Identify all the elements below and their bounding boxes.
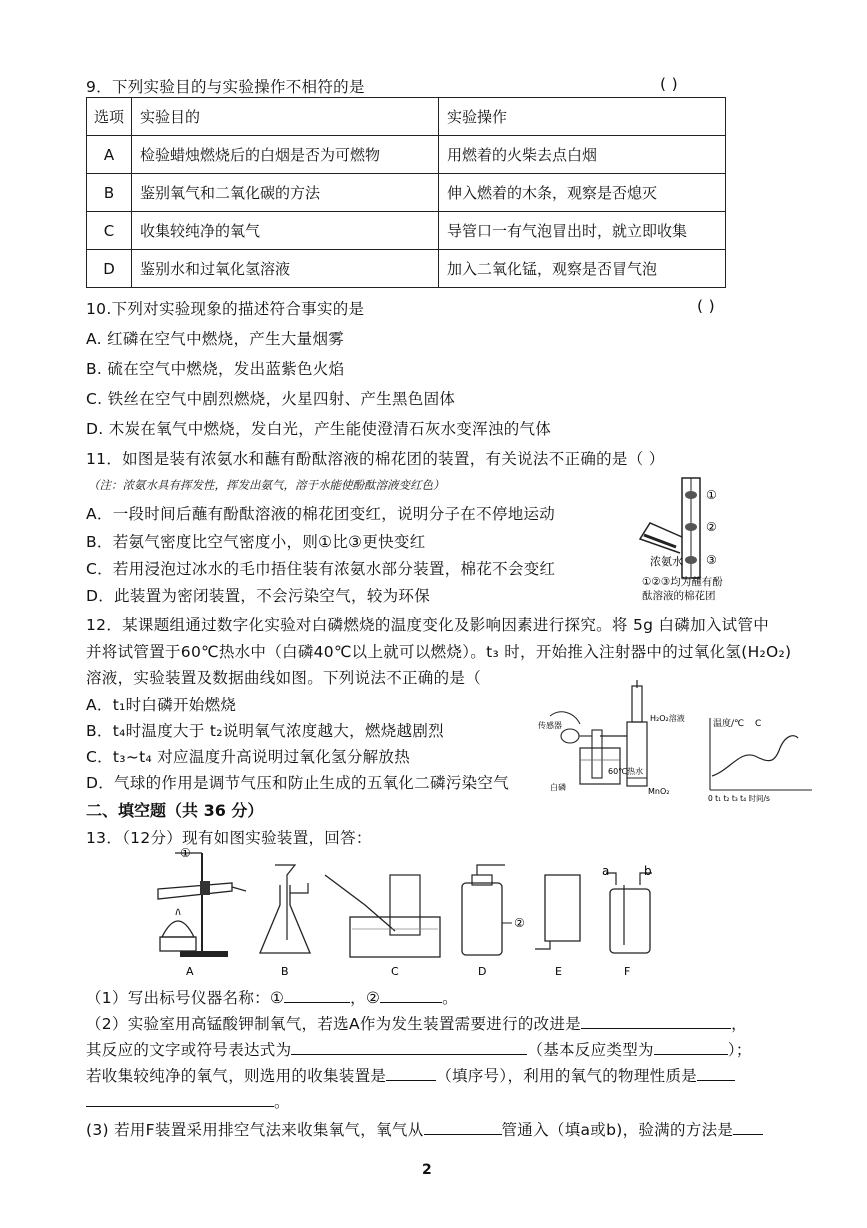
q12-line-3: 溶液，实验装置及数据曲线如图。下列说法不正确的是（ [86,669,482,687]
q12-option-d: D．气球的作用是调节气压和防止生成的五氧化二磷污染空气 [86,774,510,792]
q12-line-1: 12．某课题组通过数字化实验对白磷燃烧的温度变化及影响因素进行探究。将 5g 白磷加入试管中 [86,616,770,634]
hot-water-label: 60℃热水 [608,767,644,776]
q13-part-1-text: （1）写出标号仪器名称：① [86,989,285,1007]
q13-part-5 [86,1090,290,1112]
row-operation: 用燃着的火柴去点白烟 [439,136,726,174]
answer-blank-3[interactable] [581,1014,731,1029]
q13-apparatus-figure [140,845,680,980]
page-number: 2 [422,1162,432,1178]
table-row [87,174,726,212]
answer-blank-10[interactable] [733,1120,763,1135]
q11-stem: 11．如图是装有浓氨水和蘸有酚酞溶液的棉花团的装置，有关说法不正确的是（ ） [86,450,665,468]
row-operation: 伸入燃着的木条，观察是否熄灭 [439,174,726,212]
q12-option-b: B．t₄时温度大于 t₂说明氧气浓度越大，燃烧越剧烈 [86,722,444,740]
header-option: 选项 [87,98,132,136]
row-purpose: 鉴别氧气和二氧化碳的方法 [132,174,439,212]
header-purpose: 实验目的 [132,98,439,136]
q10-stem: 10.下列对实验现象的描述符合事实的是 [86,300,365,318]
row-purpose: 鉴别水和过氧化氢溶液 [132,250,439,288]
q9-table [86,97,726,288]
answer-blank-8[interactable] [86,1092,274,1107]
port-a-label: a [602,864,610,878]
ammonia-label: 浓氨水 [650,555,683,568]
q13-part-6 [86,1118,763,1140]
q11-option-b: B．若氨气密度比空气密度小，则①比③更快变红 [86,533,426,551]
row-purpose: 收集较纯净的氧气 [132,212,439,250]
label-e: E [555,965,562,978]
label-c: C [391,965,399,978]
q13-part-4-text-2: （填序号），利用的氧气的物理性质是 [436,1067,698,1085]
table-row [87,136,726,174]
q13-part-6-text-2: 管通入（填a或b)，验满的方法是 [501,1121,734,1139]
figure-caption-1: ①②③均为蘸有酚 [642,576,723,588]
label-f: F [624,965,631,978]
apparatus-b [260,865,310,953]
q13-part-2 [86,1012,747,1034]
table-row [87,250,726,288]
section-2-heading: 二、填空题（共 36 分） [86,801,264,820]
q9-stem: 9．下列实验目的与实验操作不相符的是 [86,78,365,96]
row-key: B [87,174,132,212]
mark-1: ① [706,488,717,502]
q9-answer-paren: ( ) [660,75,678,93]
apparatus-d [462,865,525,955]
answer-blank-7[interactable] [697,1066,735,1081]
q11-option-d: D．此装置为密闭装置，不会污染空气，较为环保 [86,587,431,605]
q13-part-1 [86,986,458,1008]
answer-blank-2[interactable] [380,988,442,1003]
answer-blank-6[interactable] [386,1066,436,1081]
h2o2-label: H₂O₂溶液 [650,714,685,723]
apparatus-f [602,864,652,953]
answer-blank-9[interactable] [424,1120,502,1135]
header-operation: 实验操作 [439,98,726,136]
mark-2-label: ② [514,916,525,930]
row-key: A [87,136,132,174]
q10-option-c: C. 铁丝在空气中剧烈燃烧，火星四射、产生黑色固体 [86,390,456,408]
q13-part-6-text: (3) 若用F装置采用排空气法来收集氧气，氧气从 [86,1121,424,1139]
white-p-label: 白磷 [550,783,566,792]
graph-c-label: C [755,719,762,729]
q13-part-3-end: ）； [727,1041,752,1059]
row-operation: 导管口一有气泡冒出时，就立即收集 [439,212,726,250]
mark-2: ② [706,520,717,534]
q13-part-1-end: 。 [442,989,458,1007]
q12-option-c: C．t₃~t₄ 对应温度升高说明过氧化氢分解放热 [86,748,411,766]
row-purpose: 检验蜡烛燃烧后的白烟是否为可燃物 [132,136,439,174]
row-key: C [87,212,132,250]
graph-y-label: 温度/℃ [713,719,745,729]
row-key: D [87,250,132,288]
q11-option-c: C．若用浸泡过冰水的毛巾捂住装有浓氨水部分装置，棉花不会变红 [86,560,556,578]
q13-part-2-end: ， [731,1015,747,1033]
q12-option-a: A．t₁时白磷开始燃烧 [86,696,237,714]
q13-part-5-end: 。 [274,1093,290,1111]
mark-3: ③ [706,553,717,567]
q11-ammonia-apparatus-figure [620,475,770,615]
q11-option-a: A．一段时间后蘸有酚酞溶液的棉花团变红，说明分子在不停地运动 [86,505,556,523]
q13-part-3-text-2: （基本反应类型为 [527,1041,654,1059]
table-header-row [87,98,726,136]
apparatus-c [325,875,440,957]
q10-option-b: B. 硫在空气中燃烧，发出蓝紫色火焰 [86,360,345,378]
q12-phosphorus-apparatus-figure [530,678,820,802]
q13-stem: 13．（12分）现有如图实验装置，回答： [86,829,372,847]
answer-blank-1[interactable] [284,988,350,1003]
q13-part-2-text: （2）实验室用高锰酸钾制氧气，若选A作为发生装置需要进行的改进是 [86,1015,582,1033]
mark-1-label: ① [180,846,191,860]
q13-part-3-text: 其反应的文字或符号表达式为 [86,1041,292,1059]
table-row [87,212,726,250]
label-a: A [186,965,194,978]
graph-x-label: 0 t₁ t₂ t₃ t₄ 时间/s [708,794,770,802]
figure-caption-2: 酞溶液的棉花团 [642,590,716,602]
label-b: B [281,965,289,978]
q10-option-a: A. 红磷在空气中燃烧，产生大量烟雾 [86,330,345,348]
q13-part-3 [86,1038,752,1060]
row-operation: 加入二氧化锰，观察是否冒气泡 [439,250,726,288]
q12-line-2: 并将试管置于60℃热水中（白磷40℃以上就可以燃烧）。t₃ 时，开始推入注射器中的过氧化氢(H₂O₂) [86,643,792,661]
sensor-label: 传感器 [538,721,562,730]
mno2-label: MnO₂ [648,787,670,796]
q10-answer-paren: ( ) [697,297,715,315]
q10-option-d: D. 木炭在氧气中燃烧，发白光，产生能使澄清石灰水变浑浊的气体 [86,420,552,438]
apparatus-e [535,875,580,949]
label-d: D [478,965,487,978]
answer-blank-4[interactable] [291,1040,527,1055]
q13-part-1-text-2: ，② [350,989,381,1007]
q13-part-4 [86,1064,735,1086]
apparatus-a [158,846,246,957]
port-b-label: b [644,864,652,878]
q11-note: （注：浓氨水具有挥发性，挥发出氨气，溶于水能使酚酞溶液变红色） [88,478,445,492]
q13-part-4-text: 若收集较纯净的氧气，则选用的收集装置是 [86,1067,387,1085]
answer-blank-5[interactable] [654,1040,728,1055]
